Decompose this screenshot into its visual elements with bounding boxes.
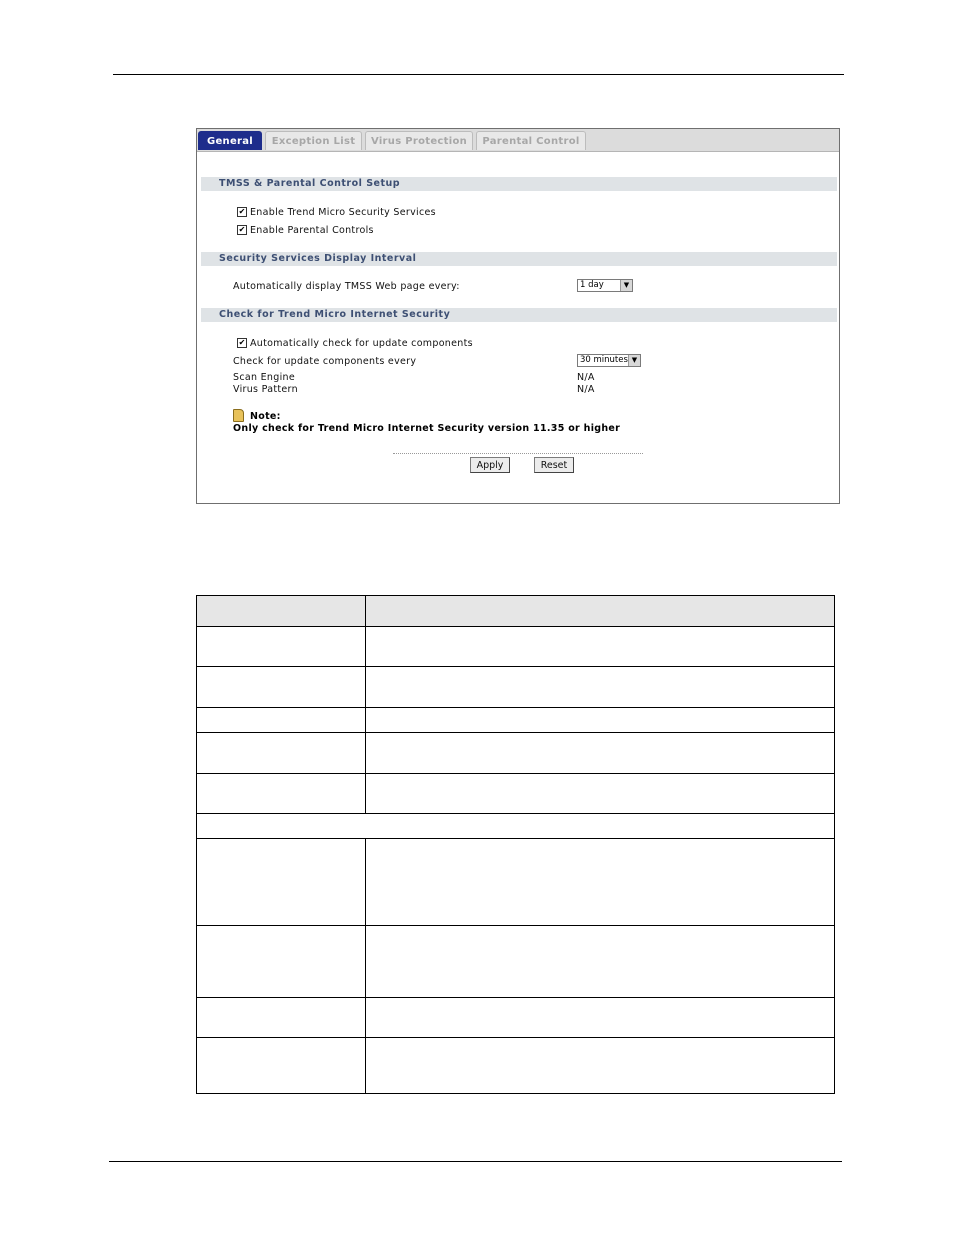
chevron-down-icon: ▼ (620, 280, 632, 291)
table-cell (197, 926, 366, 998)
general-settings-panel (196, 128, 840, 504)
tab-exception-list[interactable]: Exception List (265, 131, 362, 150)
note-icon (233, 409, 244, 422)
section-title-interval: Security Services Display Interval (201, 252, 837, 266)
table-cell (366, 1038, 835, 1094)
table-row (197, 1038, 835, 1094)
table-row (197, 839, 835, 926)
table-cell (366, 998, 835, 1038)
table-cell (197, 627, 366, 667)
enable-services-checkbox[interactable]: ✔ (238, 207, 246, 216)
page-footer-rule (109, 1161, 842, 1162)
tab-bar (197, 129, 839, 152)
update-interval-select[interactable] (577, 354, 641, 367)
table-cell (366, 667, 835, 708)
note-label: Note: (250, 411, 281, 422)
virus-pattern-value: N/A (577, 384, 595, 395)
table-cell (197, 667, 366, 708)
scan-engine-label: Scan Engine (233, 372, 295, 383)
table-row (197, 774, 835, 814)
table-row (197, 667, 835, 708)
table-cell (197, 814, 835, 839)
tab-parental-control[interactable]: Parental Control (476, 131, 586, 150)
table-cell (197, 733, 366, 774)
table-header-row (197, 596, 835, 627)
table-cell (197, 708, 366, 733)
update-interval-value: 30 minutes (580, 355, 628, 365)
table-cell (366, 774, 835, 814)
reset-button[interactable]: Reset (534, 457, 574, 473)
display-interval-select[interactable] (577, 279, 633, 292)
table-cell (197, 839, 366, 926)
table-row (197, 708, 835, 733)
tab-virus-protection[interactable]: Virus Protection (365, 131, 473, 150)
note-text: Only check for Trend Micro Internet Security version 11.35 or higher (233, 423, 621, 434)
virus-pattern-label: Virus Pattern (233, 384, 298, 395)
enable-parental-label: Enable Parental Controls (250, 225, 374, 236)
page-header-rule (113, 74, 844, 75)
button-divider (393, 453, 643, 454)
apply-button[interactable]: Apply (470, 457, 510, 473)
auto-check-checkbox[interactable]: ✔ (238, 338, 246, 347)
enable-services-label: Enable Trend Micro Security Services (250, 207, 436, 218)
table-cell (366, 926, 835, 998)
chevron-down-icon: ▼ (628, 355, 640, 366)
table-row (197, 733, 835, 774)
table-header-cell (366, 596, 835, 627)
table-section-row (197, 814, 835, 839)
table-cell (366, 839, 835, 926)
section-title-check: Check for Trend Micro Internet Security (201, 308, 837, 322)
table-row (197, 998, 835, 1038)
display-interval-value: 1 day (580, 280, 604, 290)
table-cell (197, 774, 366, 814)
table-cell (197, 998, 366, 1038)
tab-general[interactable]: General (198, 131, 262, 150)
display-interval-label: Automatically display TMSS Web page every: (233, 281, 460, 292)
table-cell (366, 733, 835, 774)
update-interval-label: Check for update components every (233, 356, 417, 367)
table-cell (366, 708, 835, 733)
scan-engine-value: N/A (577, 372, 595, 383)
table-row (197, 926, 835, 998)
table-header-cell (197, 596, 366, 627)
auto-check-label: Automatically check for update components (250, 338, 473, 349)
table-cell (197, 1038, 366, 1094)
enable-parental-checkbox[interactable]: ✔ (238, 225, 246, 234)
table-row (197, 627, 835, 667)
field-description-table (196, 595, 835, 1094)
table-cell (366, 627, 835, 667)
section-title-setup: TMSS & Parental Control Setup (201, 177, 837, 191)
